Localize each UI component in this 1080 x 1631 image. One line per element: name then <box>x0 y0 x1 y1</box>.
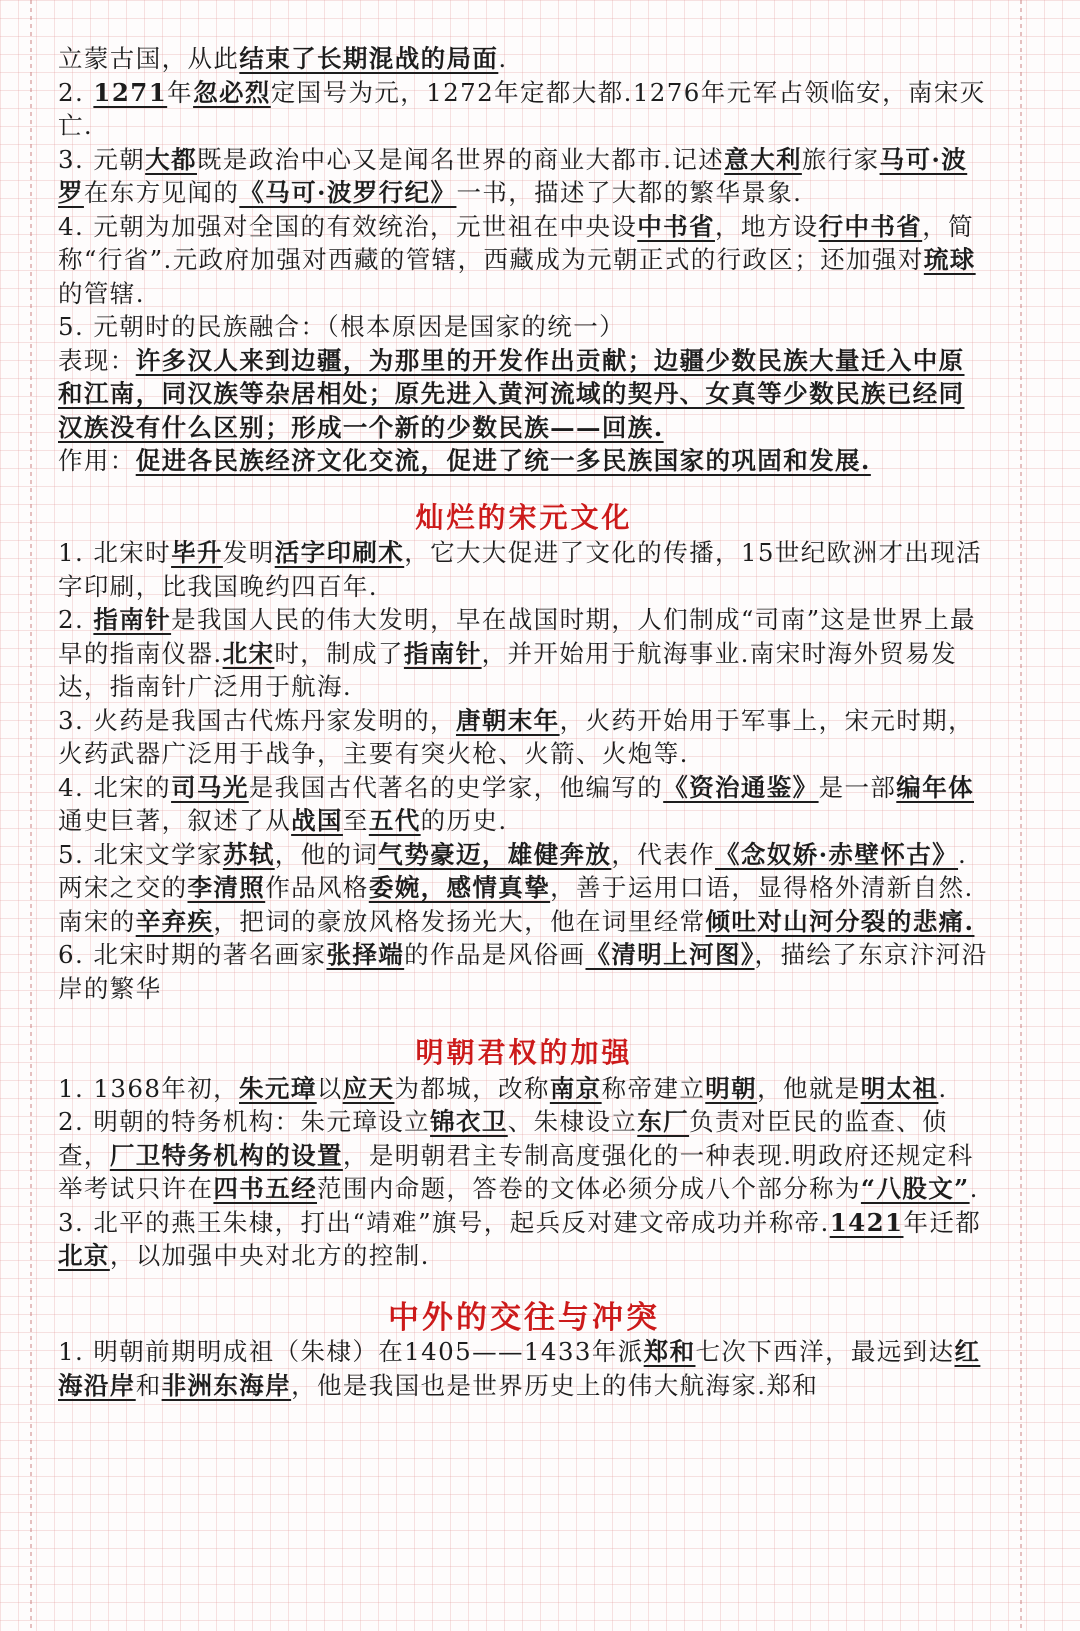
text: ，他的词 <box>274 839 379 869</box>
text: . <box>969 1174 979 1203</box>
key-term: “八股文” <box>860 1174 970 1203</box>
section-title: 中外的交往与冲突 <box>388 1299 660 1336</box>
text: ，善于运用口语，显得格外清新自然.南宋的 <box>58 873 974 936</box>
key-term: 气势豪迈，雄健奔放 <box>378 839 612 869</box>
key-term: 战国 <box>291 806 343 835</box>
key-term: 《资治通鉴》 <box>663 772 819 802</box>
text: ，他是我国也是世界历史上的伟大航海家.郑和 <box>291 1370 819 1400</box>
text: 6. 北宋时期的著名画家 <box>58 940 327 969</box>
s1-item-5 <box>58 838 990 939</box>
text: . <box>498 44 508 73</box>
text: ，简称“行省”.元政府加强对西藏的管辖，西藏成为元朝正式的行政区；还加强对 <box>58 211 974 274</box>
text: 发明 <box>222 538 275 567</box>
text: 4. 元朝为加强对全国的有效统治，元世祖在中央设 <box>58 211 638 241</box>
key-term: 南京 <box>549 1073 602 1103</box>
label: 表现： <box>58 345 136 375</box>
key-term: 行中书省 <box>818 211 923 241</box>
text: 3. 北平的燕王朱棣，打出“靖难”旗号，起兵反对建文帝成功并称帝. <box>58 1207 830 1237</box>
text: 3. 火药是我国古代炼丹家发明的， <box>58 705 456 735</box>
intro-item-3 <box>58 143 990 210</box>
text: 5. 北宋文学家 <box>58 839 223 869</box>
text: ，它大大促进了文化的传播，15世纪欧洲才出现活字印刷，比我国晚约四百年. <box>58 538 983 601</box>
text: 至 <box>342 806 369 835</box>
key-term: 结束了长期混战的局面 <box>239 44 499 73</box>
key-term: 毕升 <box>171 538 223 567</box>
text: 作品风格 <box>265 873 369 902</box>
text: 范围内命题，答卷的文体必须分成八个部分称为 <box>317 1174 861 1203</box>
text: ，代表作 <box>611 839 716 869</box>
text: 通史巨著，叙述了从 <box>58 806 292 835</box>
s1-item-4 <box>58 771 990 838</box>
key-term: 红海沿岸 <box>58 1337 981 1400</box>
text: .两宋之交的 <box>58 839 968 902</box>
key-term: 1271 <box>93 77 168 107</box>
key-term: 编年体 <box>896 772 974 802</box>
s1-item-6 <box>58 938 990 1005</box>
text: 的管辖. <box>58 278 145 308</box>
intro-effect <box>58 444 990 478</box>
text: 和 <box>135 1370 162 1400</box>
text: . <box>938 1073 948 1103</box>
s1-item-3 <box>58 704 990 771</box>
key-term: 东厂 <box>637 1107 690 1136</box>
key-term: 琉球 <box>923 245 976 274</box>
text: 在东方见闻的 <box>83 178 240 207</box>
text: 2. 明朝的特务机构：朱元璋设立 <box>58 1107 431 1136</box>
key-term: 许多汉人来到边疆，为那里的开发作出贡献；边疆少数民族大量迁入中原和江南，同汉族等杂居相处；原先进入黄河流域的契丹、女真等少数民族已经同汉族没有什么区别；形成一个新的少数民族——回族. <box>58 345 965 442</box>
text: ，他就是 <box>757 1073 861 1103</box>
key-term: 苏轼 <box>222 839 275 869</box>
key-term: 1421 <box>829 1207 904 1237</box>
text: 的作品是风俗画 <box>404 940 586 969</box>
key-term: 李清照 <box>187 873 266 902</box>
text: 七次下西洋，最远到达 <box>695 1337 955 1366</box>
text: ，并开始用于航海事业.南宋时海外贸易发达，指南针广泛用于航海. <box>58 638 957 701</box>
key-term: 倾吐对山河分裂的悲痛. <box>705 906 975 936</box>
text: 负责对臣民的监查、侦查， <box>58 1107 949 1170</box>
key-term: 朱元璋 <box>239 1073 317 1103</box>
key-term: 指南针 <box>403 638 482 668</box>
text: ，描绘了东京汴河沿岸的繁华 <box>58 940 988 1003</box>
text: 是一部 <box>818 772 897 802</box>
key-term: 明朝 <box>705 1073 758 1103</box>
key-term: 唐朝末年 <box>455 705 560 735</box>
key-term: 厂卫特务机构的设置 <box>109 1140 343 1170</box>
text: 立蒙古国，从此 <box>58 44 240 73</box>
key-term: 忽必烈 <box>193 77 271 107</box>
s2-item-1 <box>58 1072 990 1106</box>
text: 既是政治中心又是闻名世界的商业大都市.记述 <box>196 144 725 174</box>
key-term: 委婉，感情真挚 <box>368 873 551 902</box>
label: 作用： <box>58 446 136 475</box>
text: 1. 明朝前期明成祖（朱棣）在1405——1433年派 <box>58 1337 644 1366</box>
key-term: 促进各民族经济文化交流，促进了统一多民族国家的巩固和发展. <box>135 446 871 475</box>
text: ，以加强中央对北方的控制. <box>109 1241 430 1270</box>
text: ，把词的豪放风格发扬光大，他在词里经常 <box>213 906 706 936</box>
key-term: 北京 <box>58 1241 110 1270</box>
text: 年 <box>167 77 194 107</box>
key-term: 马可·波罗 <box>58 144 968 207</box>
key-term: 《清明上河图》 <box>585 940 755 969</box>
key-term: 明太祖 <box>860 1073 939 1103</box>
s1-item-1 <box>58 536 990 603</box>
section-title: 灿烂的宋元文化 <box>415 500 633 534</box>
key-term: 大都 <box>145 144 197 174</box>
text: 为都城，改称 <box>394 1073 550 1103</box>
key-term: 锦衣卫 <box>430 1107 508 1136</box>
text: ，火药开始用于军事上，宋元时期，火药武器广泛用于战争，主要有突火枪、火箭、火炮等. <box>58 705 974 768</box>
key-term: 《马可·波罗行纪》 <box>239 178 457 207</box>
key-term: 五代 <box>368 806 421 835</box>
text: 3. 元朝 <box>58 144 146 174</box>
section-title: 明朝君权的加强 <box>415 1036 633 1069</box>
text: 、朱棣设立 <box>507 1107 638 1136</box>
text: 以 <box>316 1073 343 1103</box>
key-term: 应天 <box>342 1073 395 1103</box>
intro-performance <box>58 344 990 445</box>
text: 2. <box>58 77 94 107</box>
key-term: 四书五经 <box>213 1174 318 1203</box>
text: 时，制成了 <box>274 638 404 668</box>
text: ，地方设 <box>714 211 819 241</box>
text: 4. 北宋的 <box>58 772 172 802</box>
text: 的历史. <box>420 806 508 835</box>
s1-item-2 <box>58 603 990 704</box>
text: 称帝建立 <box>601 1073 706 1103</box>
key-term: 司马光 <box>171 772 249 802</box>
s2-item-2 <box>58 1105 990 1206</box>
key-term: 意大利 <box>724 144 802 174</box>
text: 年迁都 <box>903 1207 982 1237</box>
s3-item-1 <box>58 1335 990 1402</box>
text: 是我国人民的伟大发明，早在战国时期，人们制成“司南”这是世界上最早的指南仪器. <box>58 605 976 668</box>
text: 1. 1368年初， <box>58 1073 240 1103</box>
key-term: 北宋 <box>222 638 275 668</box>
key-term: 中书省 <box>637 211 715 241</box>
key-term: 非洲东海岸 <box>161 1370 292 1400</box>
text: 5. 元朝时的民族融合：（根本原因是国家的统一） <box>58 312 626 341</box>
text: 1. 北宋时 <box>58 538 172 567</box>
text: 一书，描述了大都的繁华景象. <box>456 178 803 207</box>
s2-item-3 <box>58 1206 990 1273</box>
key-term: 活字印刷术 <box>274 538 405 567</box>
text: 2. <box>58 605 94 634</box>
intro-item-2 <box>58 76 990 143</box>
intro-item-4 <box>58 210 990 311</box>
key-term: 辛弃疾 <box>135 906 214 936</box>
key-term: 郑和 <box>643 1337 696 1366</box>
text: 定国号为元，1272年定都大都.1276年元军占领临安，南宋灭亡. <box>58 77 986 140</box>
key-term: 指南针 <box>93 605 172 634</box>
text: 旅行家 <box>801 144 880 174</box>
key-term: 《念奴娇·赤壁怀古》 <box>715 839 959 869</box>
intro-item-5 <box>58 310 990 344</box>
intro-line-0 <box>58 42 990 76</box>
key-term: 张择端 <box>326 940 405 969</box>
text: ，是明朝君主专制高度强化的一种表现.明政府还规定科举考试只许在 <box>58 1140 974 1203</box>
text: 是我国古代著名的史学家，他编写的 <box>248 772 664 802</box>
